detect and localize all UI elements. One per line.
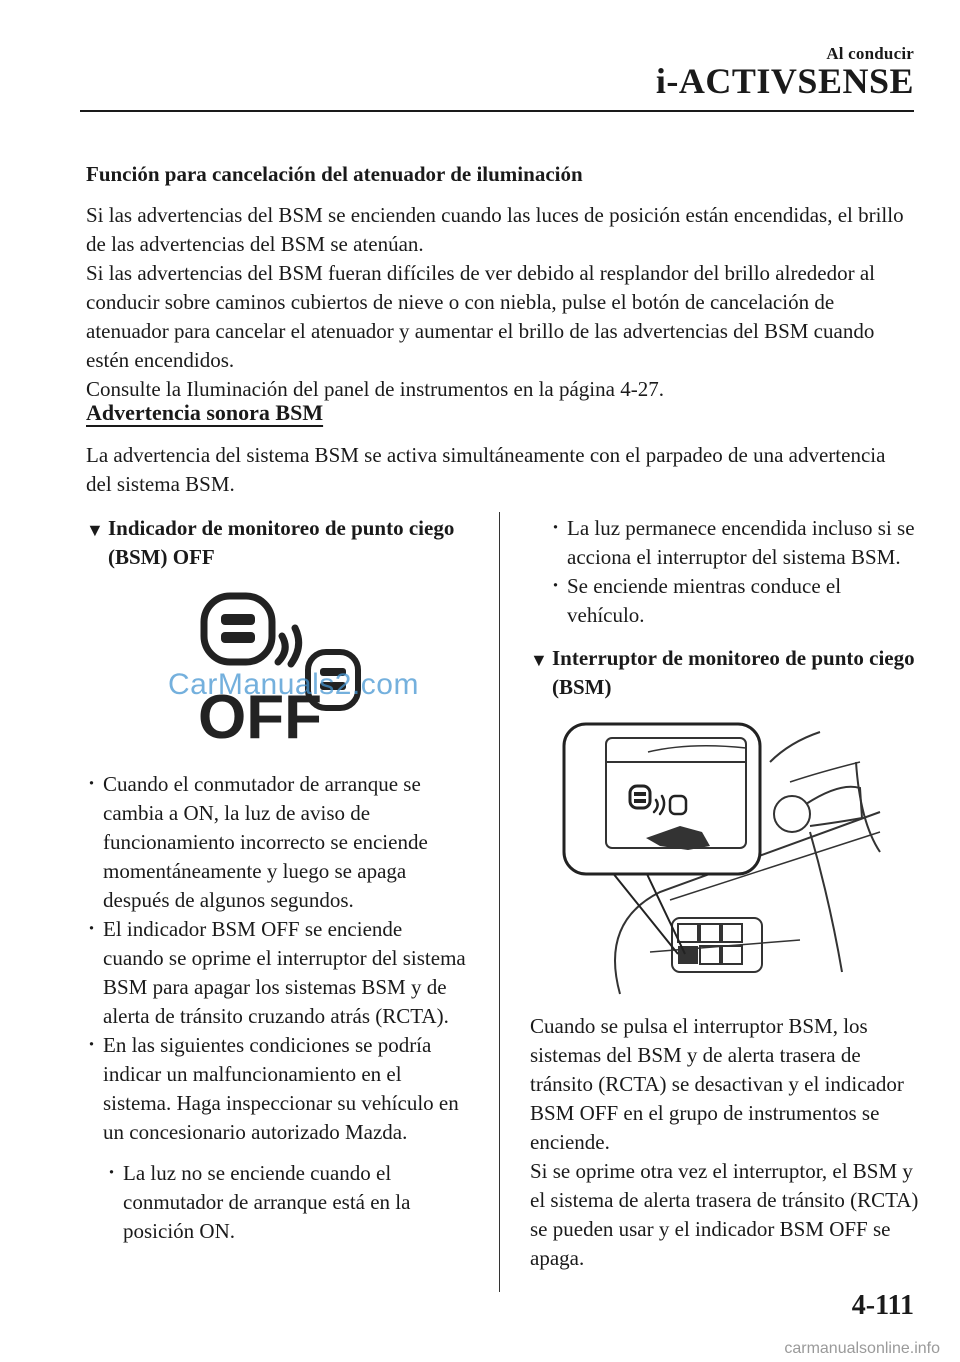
indicator-bullet-list bbox=[86, 770, 466, 1147]
indicator-sub-bullet-list-cont bbox=[530, 514, 918, 630]
indicator-sub-bullet-list bbox=[86, 1159, 446, 1246]
page-number: 4-111 bbox=[851, 1290, 914, 1321]
intro-heading: Función para cancelación del atenuador de iluminación bbox=[86, 162, 583, 186]
switch-description bbox=[530, 1012, 920, 1273]
intro-paragraph: Consulte la Iluminación del panel de instrumentos en la página 4-27. bbox=[86, 377, 664, 401]
list-item: · Se enciende mientras conduce el vehículo. bbox=[550, 572, 918, 630]
switch-paragraph: Cuando se pulsa el interruptor BSM, los sistemas del BSM y de alerta trasera de tránsito (RCTA) se desactivan y el indicador BSM OFF en el grupo de instrumentos se enciende. bbox=[530, 1014, 904, 1154]
triangle-bullet-icon: ▼ bbox=[86, 520, 104, 540]
svg-text:OFF: OFF bbox=[198, 683, 322, 752]
header-divider bbox=[80, 110, 914, 112]
indicator-section bbox=[86, 514, 466, 1246]
audible-text: La advertencia del sistema BSM se activa simultáneamente con el parpadeo de una advertencia del sistema BSM. bbox=[86, 443, 886, 496]
header-chapter-title: i-ACTIVSENSE bbox=[655, 61, 914, 101]
bsm-off-indicator-icon bbox=[86, 588, 466, 764]
list-item: · El indicador BSM OFF se enciende cuando se oprime el interruptor del sistema BSM para apagar los sistemas BSM y de alerta de tránsito cruzando atrás (RCTA). bbox=[86, 915, 466, 1031]
intro-section bbox=[86, 160, 916, 404]
watermark-top: CarManuals2.com bbox=[168, 668, 419, 701]
switch-section bbox=[530, 514, 920, 1273]
watermark-bottom: carmanualsonline.info bbox=[784, 1340, 940, 1357]
list-item: · En las siguientes condiciones se podría indicar un malfuncionamiento en el sistema. Haga inspeccionar su vehículo en un concesionario autorizado Mazda. bbox=[86, 1031, 466, 1147]
audible-section bbox=[86, 398, 916, 499]
triangle-bullet-icon: ▼ bbox=[530, 650, 548, 670]
audible-heading: Advertencia sonora BSM bbox=[86, 400, 324, 425]
bsm-switch-dashboard-illustration bbox=[560, 722, 920, 1002]
header-section: Al conducir bbox=[826, 44, 914, 63]
list-item: · La luz permanece encendida incluso si se acciona el interruptor del sistema BSM. bbox=[550, 514, 918, 572]
switch-heading: ▼ Interruptor de monitoreo de punto ciego (BSM) bbox=[530, 646, 915, 699]
list-item: · Cuando el conmutador de arranque se cambia a ON, la luz de aviso de funcionamiento incorrecto se enciende momentáneamente y luego se apaga después de algunos segundos. bbox=[86, 770, 466, 915]
indicator-heading: ▼ Indicador de monitoreo de punto ciego (BSM) OFF bbox=[86, 516, 455, 569]
intro-paragraph: Si las advertencias del BSM fueran difíciles de ver debido al resplandor del brillo alrededor al conducir sobre caminos cubiertos de nieve o con niebla, pulse el botón de cancelación de atenuador para cancelar el atenuador y aumentar el brillo de las advertencias del BSM cuando estén encendidos. bbox=[86, 261, 875, 372]
intro-paragraph: Si las advertencias del BSM se encienden cuando las luces de posición están encendidas, el brillo de las advertencias del BSM se atenúan. bbox=[86, 203, 904, 256]
switch-paragraph: Si se oprime otra vez el interruptor, el BSM y el sistema de alerta trasera de tránsito (RCTA) se pueden usar y el indicador BSM OFF se apaga. bbox=[530, 1159, 919, 1270]
list-item: · La luz no se enciende cuando el conmutador de arranque está en la posición ON. bbox=[106, 1159, 446, 1246]
column-divider bbox=[499, 512, 500, 1292]
